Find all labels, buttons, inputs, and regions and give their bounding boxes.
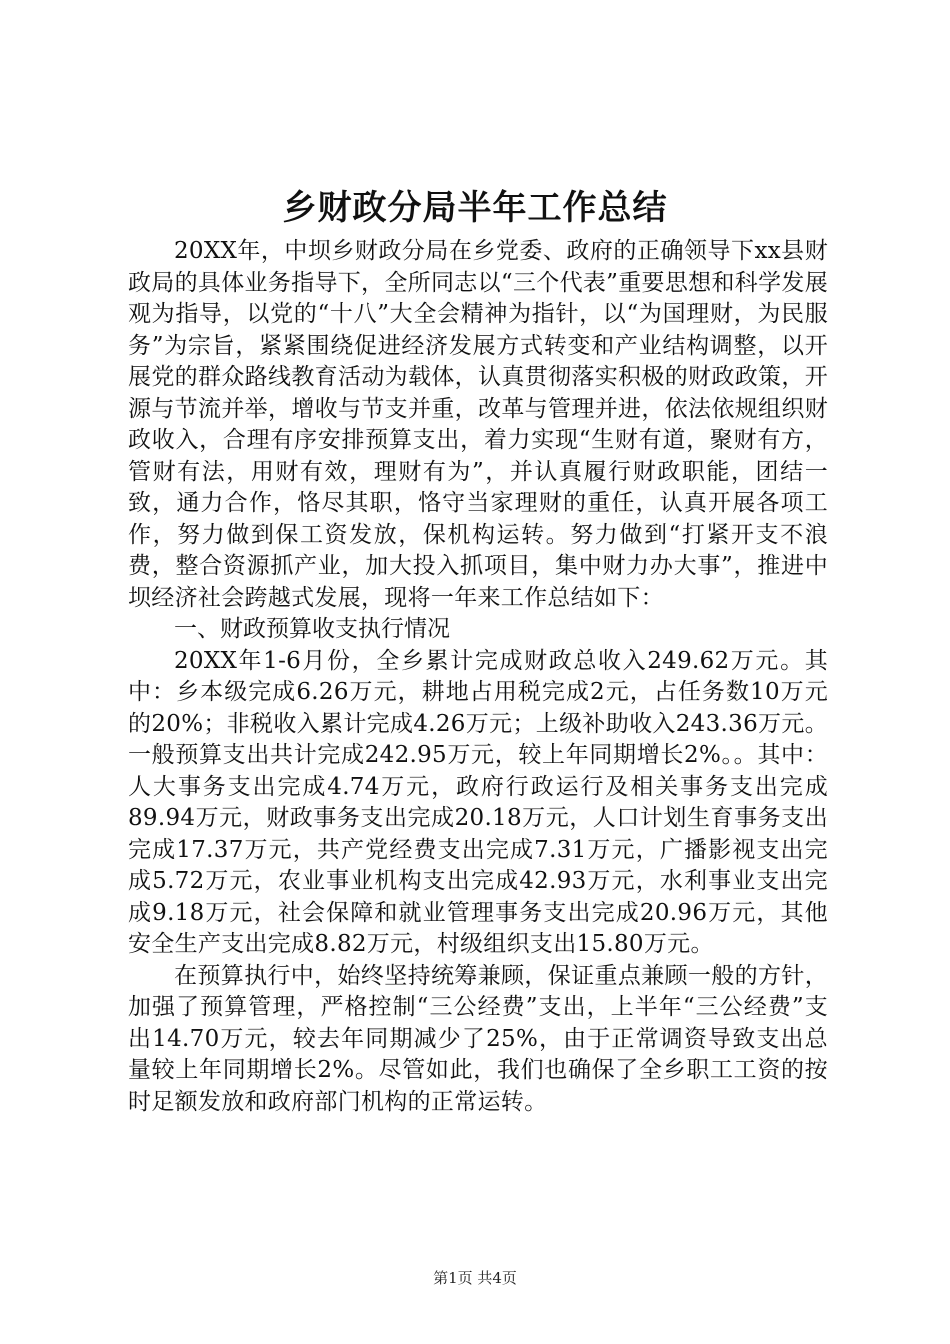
section-heading: 一、财政预算收支执行情况 [174, 616, 450, 642]
execution-paragraph: 在预算执行中，始终坚持统筹兼顾，保证重点兼顾一般的方针，加强了预算管理，严格控制“三公经费”支出，上半年“三公经费”支出14.70万元，较去年同期减少了25%，由于正常调资导致支出总量较上年同期增长2%。尽管如此，我们也确保了全乡职工工资的按时足额发放和政府部门机构的正常运转。 [128, 962, 828, 1115]
budget-paragraph: 20XX年1-6月份，全乡累计完成财政总收入249.62万元。其中：乡本级完成6.26万元，耕地占用税完成2元，占任务数10万元的20%；非税收入累计完成4.26万元；上级补助收入243.36万元。一般预算支出共计完成242.95万元，较上年同期增长2%。。其中：人大事务支出完成4.74万元，政府行政运行及相关事务支出完成89.94万元，财政事务支出完成20.18万元，人口计划生育事务支出完成17.37万元，共产党经费支出完成7.31万元，广播影视支出完成5.72万元，农业事业机构支出完成42.93万元，水利事业支出完成9.18万元，社会保障和就业管理事务支出完成20.96万元，其他安全生产支出完成8.82万元，村级组织支出15.80万元。 [128, 647, 828, 957]
document-body [128, 236, 828, 1118]
page-footer: 第1页 共4页 [433, 1269, 517, 1287]
intro-paragraph: 20XX年，中坝乡财政分局在乡党委、政府的正确领导下xx县财政局的具体业务指导下，全所同志以“三个代表”重要思想和科学发展观为指导，以党的“十八”大全会精神为指针，以“为国理财，为民服务”为宗旨，紧紧围绕促进经济发展方式转变和产业结构调整，以开展党的群众路线教育活动为载体，认真贯彻落实积极的财政政策，开源与节流并举，增收与节支并重，改革与管理并进，依法依规组织财政收入，合理有序安排预算支出，着力实现“生财有道，聚财有方，管财有法，用财有效，理财有为”，并认真履行财政职能，团结一致，通力合作，恪尽其职，恪守当家理财的重任，认真开展各项工作，努力做到保工资发放，保机构运转。努力做到“打紧开支不浪费，整合资源抓产业，加大投入抓项目，集中财力办大事”，推进中坝经济社会跨越式发展，现将一年来工作总结如下： [128, 238, 828, 611]
document-title: 乡财政分局半年工作总结 [282, 188, 668, 228]
